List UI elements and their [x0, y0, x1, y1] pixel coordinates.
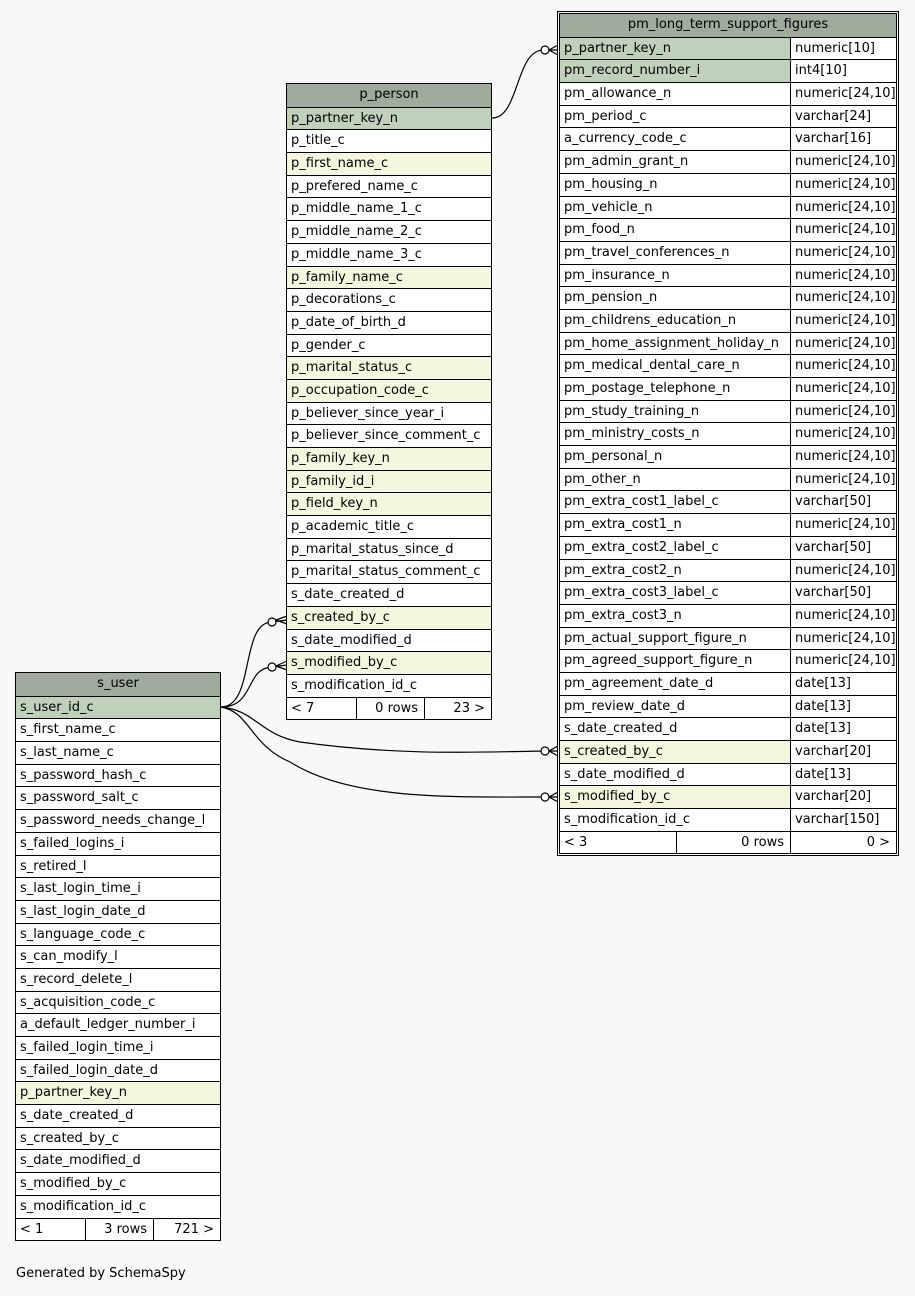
column-row[interactable]	[287, 583, 491, 606]
column-name: s_created_by_c	[564, 744, 663, 759]
column-row[interactable]	[287, 129, 491, 152]
table-title-text: s_user	[97, 676, 139, 691]
relation-end-circle	[541, 747, 549, 755]
column-name: pm_period_c	[564, 108, 647, 124]
column-name: p_first_name_c	[291, 156, 389, 172]
column-name: s_failed_logins_i	[20, 835, 125, 851]
column-row[interactable]	[16, 1013, 220, 1036]
column-row[interactable]	[287, 379, 491, 402]
table-title[interactable]	[16, 673, 220, 696]
relation-end-circle	[268, 618, 276, 626]
column-row[interactable]	[560, 559, 896, 582]
column-row[interactable]	[560, 468, 896, 491]
column-row[interactable]	[560, 785, 896, 808]
column-row[interactable]	[287, 197, 491, 220]
column-row[interactable]	[560, 105, 896, 128]
column-name: s_modified_by_c	[291, 655, 398, 671]
column-row[interactable]	[16, 832, 220, 855]
column-name: pm_travel_conferences_n	[564, 244, 730, 260]
column-type: varchar[24]	[790, 106, 896, 128]
column-row[interactable]	[16, 1149, 220, 1172]
column-name: s_last_login_time_i	[20, 881, 141, 897]
column-type: numeric[24,10]	[790, 628, 896, 650]
column-type: numeric[24,10]	[790, 446, 896, 468]
footer-rows: 0 rows	[676, 832, 790, 854]
column-row[interactable]	[560, 286, 896, 309]
column-name: s_failed_login_time_i	[20, 1040, 154, 1055]
column-type: numeric[24,10]	[790, 560, 896, 582]
column-name: pm_study_training_n	[564, 403, 700, 419]
column-name: p_partner_key_n	[564, 40, 671, 56]
column-name: p_middle_name_3_c	[291, 246, 422, 262]
footer-parents[interactable]: < 3	[564, 834, 588, 850]
column-row[interactable]	[287, 243, 491, 266]
column-name: pm_agreed_support_figure_n	[564, 653, 753, 669]
column-name: s_modification_id_c	[291, 677, 417, 693]
column-type: numeric[24,10]	[790, 514, 896, 536]
column-row[interactable]	[560, 672, 896, 695]
column-row[interactable]	[287, 629, 491, 652]
column-name: p_title_c	[291, 133, 345, 149]
column-name: pm_personal_n	[564, 449, 663, 465]
table-s-user[interactable]	[15, 672, 221, 1241]
table-pm-long-term-support-figures[interactable]	[557, 11, 899, 856]
column-name: pm_pension_n	[564, 290, 658, 306]
column-type: numeric[24,10]	[790, 242, 896, 264]
column-type: numeric[24,10]	[790, 174, 896, 196]
relation-end-circle	[541, 46, 549, 54]
column-type: numeric[24,10]	[790, 355, 896, 377]
table-footer	[16, 1218, 220, 1241]
column-name: s_record_delete_l	[20, 971, 133, 987]
table-title-text: p_person	[359, 87, 419, 102]
column-row[interactable]	[560, 695, 896, 718]
column-name: s_language_code_c	[20, 926, 146, 942]
column-name: pm_admin_grant_n	[564, 154, 689, 170]
footer-rows: 3 rows	[85, 1219, 153, 1241]
column-row[interactable]	[560, 264, 896, 287]
column-row[interactable]	[287, 334, 491, 357]
column-name: p_marital_status_comment_c	[291, 564, 481, 580]
column-row[interactable]	[287, 651, 491, 674]
column-type: numeric[24,10]	[790, 219, 896, 241]
column-type: numeric[24,10]	[790, 401, 896, 423]
column-row[interactable]	[560, 127, 896, 150]
column-name: s_date_created_d	[291, 587, 405, 603]
column-row[interactable]	[287, 515, 491, 538]
column-row[interactable]	[560, 59, 896, 82]
column-name: s_first_name_c	[20, 722, 116, 738]
column-type: numeric[24,10]	[790, 378, 896, 400]
column-row[interactable]	[16, 945, 220, 968]
column-row[interactable]	[16, 855, 220, 878]
column-row[interactable]	[560, 150, 896, 173]
column-row[interactable]	[560, 513, 896, 536]
column-type: varchar[16]	[790, 128, 896, 150]
column-type: date[13]	[790, 673, 896, 695]
column-name: s_modified_by_c	[20, 1176, 127, 1192]
column-type: numeric[24,10]	[790, 423, 896, 445]
table-title[interactable]	[560, 14, 896, 37]
column-name: p_middle_name_2_c	[291, 224, 422, 240]
column-row[interactable]	[287, 152, 491, 175]
column-row[interactable]	[16, 1127, 220, 1150]
column-row[interactable]	[287, 266, 491, 289]
column-name: p_believer_since_comment_c	[291, 428, 481, 444]
column-row[interactable]	[560, 354, 896, 377]
column-row[interactable]	[560, 173, 896, 196]
column-row[interactable]	[287, 492, 491, 515]
column-name: p_middle_name_1_c	[291, 201, 422, 217]
column-row[interactable]	[560, 490, 896, 513]
column-name: s_password_hash_c	[20, 767, 147, 783]
column-row[interactable]	[560, 445, 896, 468]
relation-user-person-modified	[221, 665, 287, 707]
column-row[interactable]	[560, 717, 896, 740]
column-row[interactable]	[16, 741, 220, 764]
column-type: numeric[10]	[790, 38, 896, 60]
column-row[interactable]	[560, 309, 896, 332]
column-name: s_date_modified_d	[291, 632, 412, 648]
column-row[interactable]	[16, 1195, 220, 1218]
column-name: p_family_id_i	[291, 473, 375, 489]
column-row[interactable]	[560, 763, 896, 786]
column-row[interactable]	[16, 786, 220, 809]
column-name: pm_ministry_costs_n	[564, 426, 700, 442]
column-row[interactable]	[287, 402, 491, 425]
column-row[interactable]	[560, 241, 896, 264]
column-name: s_modification_id_c	[20, 1198, 146, 1214]
column-name: a_default_ledger_number_i	[20, 1017, 196, 1033]
column-name: pm_housing_n	[564, 176, 658, 192]
column-name: p_partner_key_n	[291, 110, 398, 126]
column-name: s_retired_l	[20, 858, 87, 874]
column-type: varchar[50]	[790, 537, 896, 559]
column-name: pm_childrens_education_n	[564, 312, 737, 328]
column-name: p_marital_status_c	[291, 360, 413, 376]
column-row[interactable]	[560, 400, 896, 423]
footer-parents[interactable]: < 1	[20, 1221, 44, 1237]
column-type: int4[10]	[790, 60, 896, 82]
column-row[interactable]	[560, 581, 896, 604]
column-type: numeric[24,10]	[790, 265, 896, 287]
column-row[interactable]	[560, 196, 896, 219]
column-row[interactable]	[287, 356, 491, 379]
column-name: pm_other_n	[564, 471, 641, 487]
column-name: s_acquisition_code_c	[20, 994, 156, 1010]
column-name: p_believer_since_year_i	[291, 405, 445, 421]
column-name: pm_extra_cost3_n	[564, 607, 682, 623]
column-name: pm_extra_cost2_n	[564, 562, 682, 578]
column-row[interactable]	[560, 82, 896, 105]
column-type: date[13]	[790, 764, 896, 786]
column-name: s_last_login_date_d	[20, 903, 146, 919]
column-name: p_prefered_name_c	[291, 178, 418, 194]
column-type: numeric[24,10]	[790, 197, 896, 219]
column-type: numeric[24,10]	[790, 650, 896, 672]
footer-parents[interactable]: < 7	[291, 700, 315, 716]
column-name: pm_vehicle_n	[564, 199, 653, 215]
column-name: p_academic_title_c	[291, 519, 415, 535]
relation-user-person-created	[221, 620, 287, 707]
column-row[interactable]	[287, 175, 491, 198]
column-row[interactable]	[560, 536, 896, 559]
column-name: s_failed_login_date_d	[20, 1062, 159, 1078]
column-name: s_date_modified_d	[20, 1153, 141, 1169]
column-type: numeric[24,10]	[790, 605, 896, 627]
column-row[interactable]	[16, 877, 220, 900]
column-type: numeric[24,10]	[790, 333, 896, 355]
column-name: s_created_by_c	[291, 609, 390, 625]
column-row[interactable]	[16, 991, 220, 1014]
column-name: pm_allowance_n	[564, 86, 672, 102]
table-p-person[interactable]	[286, 83, 492, 720]
column-type: numeric[24,10]	[790, 287, 896, 309]
footer-children[interactable]: 721 >	[153, 1219, 220, 1241]
column-row[interactable]	[16, 923, 220, 946]
column-name: p_family_key_n	[291, 451, 390, 466]
column-row[interactable]	[16, 1104, 220, 1127]
column-type: varchar[20]	[790, 786, 896, 808]
column-row[interactable]	[560, 37, 896, 60]
column-name: p_marital_status_since_d	[291, 541, 454, 557]
footer-rows: 0 rows	[356, 698, 424, 720]
column-name: p_date_of_birth_d	[291, 314, 406, 330]
column-row[interactable]	[560, 422, 896, 445]
column-row[interactable]	[287, 107, 491, 130]
column-name: s_can_modify_l	[20, 949, 118, 965]
column-row[interactable]	[16, 696, 220, 719]
column-name: pm_postage_telephone_n	[564, 381, 731, 396]
column-type: varchar[150]	[790, 809, 896, 831]
column-name: s_date_created_d	[20, 1108, 134, 1124]
column-name: s_date_modified_d	[564, 766, 685, 782]
column-row[interactable]	[287, 560, 491, 583]
column-name: p_occupation_code_c	[291, 382, 429, 398]
column-name: s_modification_id_c	[564, 812, 690, 828]
column-type: numeric[24,10]	[790, 310, 896, 332]
column-type: numeric[24,10]	[790, 469, 896, 491]
column-name: s_date_created_d	[564, 721, 678, 737]
column-row[interactable]	[287, 538, 491, 561]
column-name: p_decorations_c	[291, 292, 396, 308]
column-row[interactable]	[287, 288, 491, 311]
column-name: p_family_name_c	[291, 269, 403, 285]
column-name: pm_extra_cost1_n	[564, 517, 682, 533]
column-row[interactable]	[287, 447, 491, 470]
column-name: pm_extra_cost1_label_c	[564, 494, 719, 510]
column-row[interactable]	[16, 809, 220, 832]
column-name: pm_agreement_date_d	[564, 675, 714, 691]
table-title-text: pm_long_term_support_figures	[627, 17, 829, 32]
column-row[interactable]	[287, 674, 491, 697]
column-name: pm_insurance_n	[564, 267, 670, 283]
column-row[interactable]	[287, 311, 491, 334]
column-name: pm_review_date_d	[564, 698, 685, 714]
column-name: s_created_by_c	[20, 1130, 119, 1146]
column-type: numeric[24,10]	[790, 151, 896, 173]
column-name: s_password_salt_c	[20, 790, 139, 806]
column-type: varchar[50]	[790, 582, 896, 604]
relation-person-support	[492, 50, 558, 118]
column-row[interactable]	[560, 604, 896, 627]
column-type: date[13]	[790, 718, 896, 740]
column-row[interactable]	[560, 808, 896, 831]
column-row[interactable]	[560, 627, 896, 650]
column-row[interactable]	[287, 606, 491, 629]
column-row[interactable]	[287, 424, 491, 447]
column-row[interactable]	[16, 968, 220, 991]
column-row[interactable]	[287, 220, 491, 243]
column-row[interactable]	[560, 740, 896, 763]
table-title[interactable]	[287, 84, 491, 107]
column-type: numeric[24,10]	[790, 83, 896, 105]
column-name: pm_extra_cost3_label_c	[564, 585, 719, 601]
column-type: varchar[50]	[790, 491, 896, 513]
column-name: pm_extra_cost2_label_c	[564, 539, 719, 555]
column-row[interactable]	[16, 900, 220, 923]
relation-end-circle	[268, 663, 276, 671]
column-row[interactable]	[287, 470, 491, 493]
column-row[interactable]	[560, 218, 896, 241]
column-name: s_modified_by_c	[564, 789, 671, 805]
column-type: varchar[20]	[790, 741, 896, 763]
column-row[interactable]	[16, 764, 220, 787]
column-row[interactable]	[16, 1059, 220, 1082]
relation-end-circle	[541, 793, 549, 801]
footer-children[interactable]: 23 >	[424, 698, 491, 720]
column-name: s_password_needs_change_l	[20, 813, 206, 829]
column-row[interactable]	[16, 1081, 220, 1104]
table-footer	[560, 831, 896, 854]
column-name: pm_food_n	[564, 222, 635, 238]
column-name: s_last_name_c	[20, 745, 114, 761]
column-name: s_user_id_c	[20, 699, 94, 715]
column-row[interactable]	[16, 1172, 220, 1195]
column-name: p_gender_c	[291, 337, 366, 353]
column-type: date[13]	[790, 696, 896, 718]
column-row[interactable]	[16, 1036, 220, 1059]
column-name: pm_home_assignment_holiday_n	[564, 335, 779, 351]
column-name: pm_actual_support_figure_n	[564, 630, 747, 646]
column-name: pm_medical_dental_care_n	[564, 358, 740, 374]
column-name: p_field_key_n	[291, 496, 378, 512]
column-row[interactable]	[560, 649, 896, 672]
column-name: p_partner_key_n	[20, 1085, 127, 1101]
column-row[interactable]	[560, 332, 896, 355]
column-row[interactable]	[560, 377, 896, 400]
generated-by-credit: Generated by SchemaSpy	[16, 1266, 186, 1281]
column-row[interactable]	[16, 718, 220, 741]
footer-children[interactable]: 0 >	[790, 832, 896, 854]
table-footer	[287, 697, 491, 720]
column-name: pm_record_number_i	[564, 63, 701, 79]
column-name: a_currency_code_c	[564, 131, 687, 147]
